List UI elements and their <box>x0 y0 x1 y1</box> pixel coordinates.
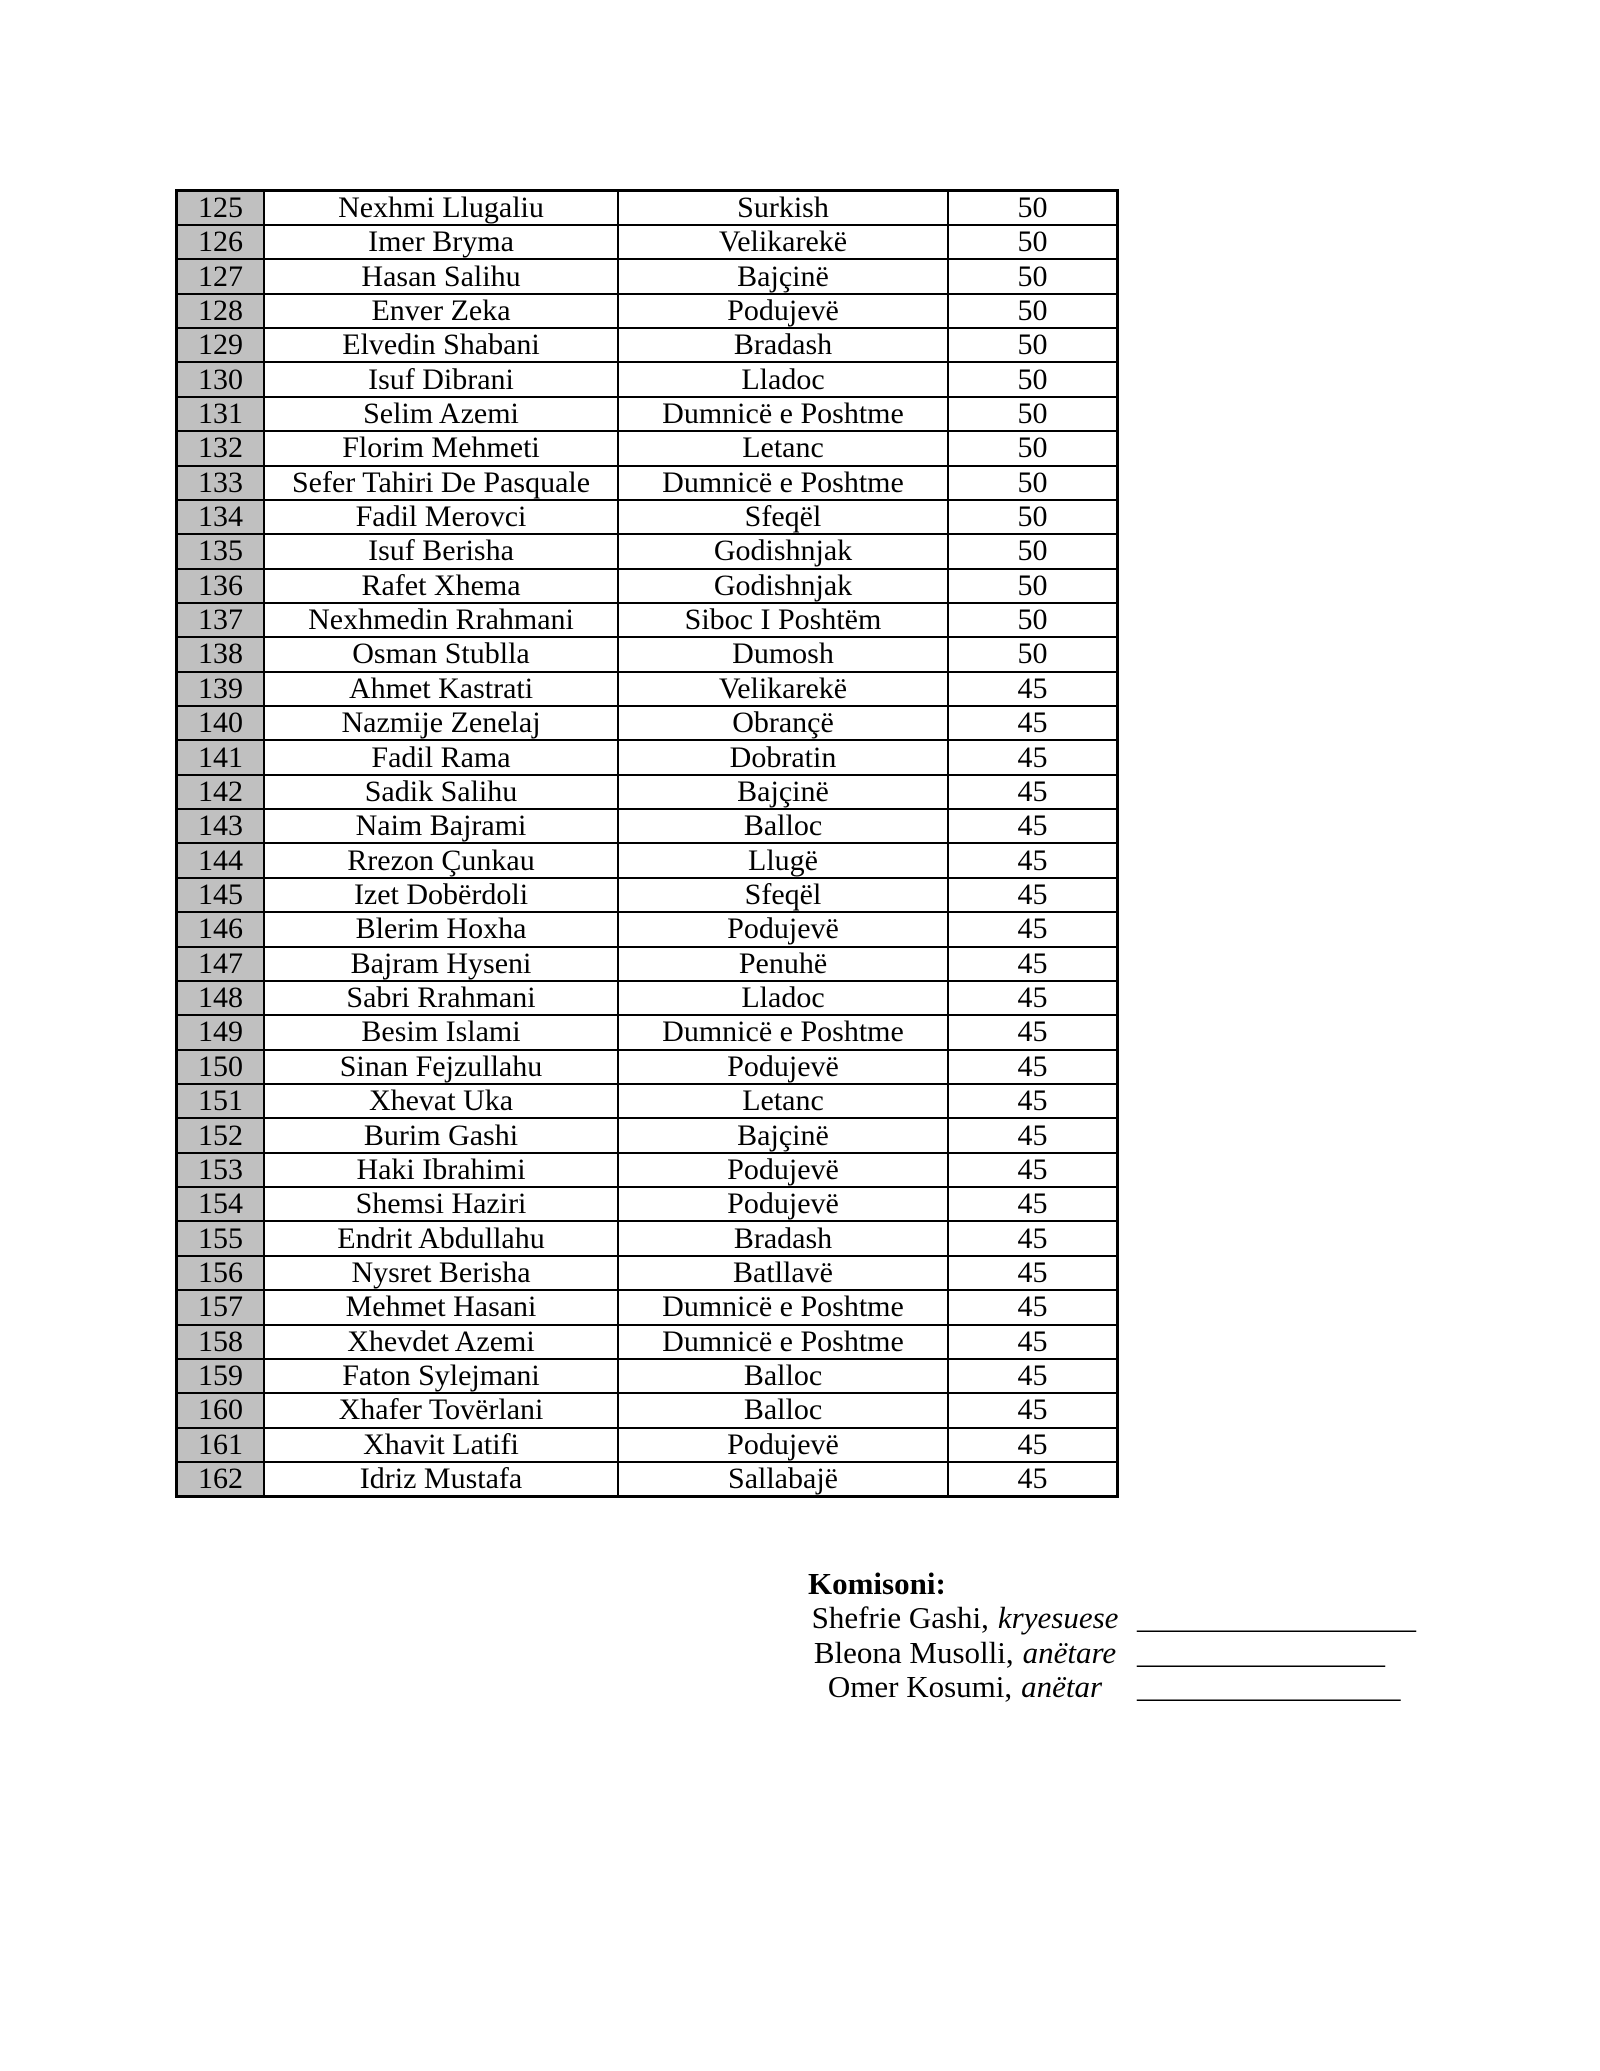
commission-title: Komisoni: <box>808 1566 946 1601</box>
points-cell: 45 <box>948 1187 1118 1221</box>
row-number-cell: 127 <box>177 259 265 293</box>
name-cell: Mehmet Hasani <box>264 1290 618 1324</box>
place-cell: Godishnjak <box>618 534 948 568</box>
place-cell: Sfeqël <box>618 500 948 534</box>
place-cell: Podujevë <box>618 1050 948 1084</box>
points-cell: 50 <box>948 294 1118 328</box>
table-row <box>177 328 1118 362</box>
name-cell: Naim Bajrami <box>264 809 618 843</box>
table-row <box>177 637 1118 671</box>
table-row <box>177 362 1118 396</box>
commission-member-row <box>800 1636 1416 1671</box>
table-row <box>177 1325 1118 1359</box>
name-cell: Burim Gashi <box>264 1118 618 1152</box>
row-number-cell: 157 <box>177 1290 265 1324</box>
points-cell: 45 <box>948 878 1118 912</box>
member-name: Bleona Musolli, <box>813 1634 1014 1670</box>
name-cell: Izet Dobërdoli <box>264 878 618 912</box>
name-cell: Xhafer Tovërlani <box>264 1393 618 1427</box>
points-cell: 45 <box>948 1256 1118 1290</box>
place-cell: Podujevë <box>618 1428 948 1462</box>
table-row <box>177 672 1118 706</box>
place-cell: Velikarekë <box>618 225 948 259</box>
name-cell: Fadil Merovci <box>264 500 618 534</box>
place-cell: Lladoc <box>618 362 948 396</box>
table-row <box>177 843 1118 877</box>
signature-line: _________________ <box>1137 1669 1401 1704</box>
place-cell: Podujevë <box>618 912 948 946</box>
table-row <box>177 191 1118 226</box>
row-number-cell: 151 <box>177 1084 265 1118</box>
member-role: anëtar <box>1021 1669 1103 1704</box>
points-cell: 50 <box>948 534 1118 568</box>
place-cell: Bajçinë <box>618 259 948 293</box>
place-cell: Llugë <box>618 843 948 877</box>
table-row <box>177 947 1118 981</box>
points-cell: 45 <box>948 1428 1118 1462</box>
place-cell: Obrançë <box>618 706 948 740</box>
row-number-cell: 154 <box>177 1187 265 1221</box>
member-role: anëtare <box>1022 1634 1117 1670</box>
points-cell: 45 <box>948 1118 1118 1152</box>
name-cell: Selim Azemi <box>264 397 618 431</box>
name-cell: Nysret Berisha <box>264 1256 618 1290</box>
place-cell: Dumosh <box>618 637 948 671</box>
table-row <box>177 1187 1118 1221</box>
name-cell: Sinan Fejzullahu <box>264 1050 618 1084</box>
commission-member-row <box>800 1670 1416 1705</box>
place-cell: Velikarekë <box>618 672 948 706</box>
place-cell: Letanc <box>618 1084 948 1118</box>
row-number-cell: 159 <box>177 1359 265 1393</box>
name-cell: Osman Stublla <box>264 637 618 671</box>
row-number-cell: 142 <box>177 775 265 809</box>
name-cell: Xhevdet Azemi <box>264 1325 618 1359</box>
place-cell: Batllavë <box>618 1256 948 1290</box>
table-row <box>177 1393 1118 1427</box>
name-cell: Florim Mehmeti <box>264 431 618 465</box>
row-number-cell: 140 <box>177 706 265 740</box>
table-row <box>177 569 1118 603</box>
table-row <box>177 397 1118 431</box>
place-cell: Bajçinë <box>618 775 948 809</box>
place-cell: Balloc <box>618 1393 948 1427</box>
name-cell: Ahmet Kastrati <box>264 672 618 706</box>
place-cell: Bradash <box>618 328 948 362</box>
points-cell: 50 <box>948 259 1118 293</box>
table-row <box>177 740 1118 774</box>
table-row <box>177 603 1118 637</box>
name-cell: Endrit Abdullahu <box>264 1221 618 1255</box>
place-cell: Letanc <box>618 431 948 465</box>
row-number-cell: 132 <box>177 431 265 465</box>
place-cell: Sfeqël <box>618 878 948 912</box>
points-cell: 45 <box>948 809 1118 843</box>
points-cell: 45 <box>948 1153 1118 1187</box>
place-cell: Siboc I Poshtëm <box>618 603 948 637</box>
points-cell: 45 <box>948 1221 1118 1255</box>
name-cell: Rafet Xhema <box>264 569 618 603</box>
member-name: Shefrie Gashi, <box>811 1600 989 1635</box>
points-cell: 50 <box>948 603 1118 637</box>
points-cell: 50 <box>948 569 1118 603</box>
row-number-cell: 162 <box>177 1462 265 1497</box>
place-cell: Dumnicë e Poshtme <box>618 1015 948 1049</box>
points-cell: 45 <box>948 740 1118 774</box>
table-row <box>177 1153 1118 1187</box>
row-number-cell: 134 <box>177 500 265 534</box>
row-number-cell: 158 <box>177 1325 265 1359</box>
table-row <box>177 1221 1118 1255</box>
name-cell: Haki Ibrahimi <box>264 1153 618 1187</box>
place-cell: Podujevë <box>618 1153 948 1187</box>
name-cell: Blerim Hoxha <box>264 912 618 946</box>
name-cell: Isuf Dibrani <box>264 362 618 396</box>
points-cell: 50 <box>948 225 1118 259</box>
table-row <box>177 1359 1118 1393</box>
signature-line: __________________ <box>1137 1600 1416 1635</box>
name-cell: Sefer Tahiri De Pasquale <box>264 466 618 500</box>
place-cell: Sallabajë <box>618 1462 948 1497</box>
member-label <box>800 1601 1130 1636</box>
member-label <box>800 1636 1130 1671</box>
name-cell: Sadik Salihu <box>264 775 618 809</box>
row-number-cell: 161 <box>177 1428 265 1462</box>
place-cell: Dumnicë e Poshtme <box>618 397 948 431</box>
signature-line: ________________ <box>1137 1634 1385 1670</box>
name-cell: Elvedin Shabani <box>264 328 618 362</box>
points-cell: 50 <box>948 191 1118 226</box>
row-number-cell: 160 <box>177 1393 265 1427</box>
row-number-cell: 146 <box>177 912 265 946</box>
name-cell: Nexhmedin Rrahmani <box>264 603 618 637</box>
name-cell: Nexhmi Llugaliu <box>264 191 618 226</box>
row-number-cell: 143 <box>177 809 265 843</box>
name-cell: Faton Sylejmani <box>264 1359 618 1393</box>
name-cell: Xhevat Uka <box>264 1084 618 1118</box>
name-cell: Rrezon Çunkau <box>264 843 618 877</box>
table-row <box>177 259 1118 293</box>
place-cell: Dumnicë e Poshtme <box>618 1290 948 1324</box>
points-cell: 45 <box>948 912 1118 946</box>
table-row <box>177 878 1118 912</box>
name-cell: Idriz Mustafa <box>264 1462 618 1497</box>
table-row <box>177 534 1118 568</box>
points-cell: 45 <box>948 1015 1118 1049</box>
name-cell: Hasan Salihu <box>264 259 618 293</box>
place-cell: Dumnicë e Poshtme <box>618 466 948 500</box>
table-row <box>177 1015 1118 1049</box>
row-number-cell: 144 <box>177 843 265 877</box>
table-row <box>177 981 1118 1015</box>
points-cell: 45 <box>948 843 1118 877</box>
row-number-cell: 137 <box>177 603 265 637</box>
row-number-cell: 156 <box>177 1256 265 1290</box>
points-cell: 50 <box>948 397 1118 431</box>
table-row <box>177 500 1118 534</box>
place-cell: Surkish <box>618 191 948 226</box>
row-number-cell: 129 <box>177 328 265 362</box>
row-number-cell: 153 <box>177 1153 265 1187</box>
place-cell: Balloc <box>618 1359 948 1393</box>
row-number-cell: 125 <box>177 191 265 226</box>
table-row <box>177 809 1118 843</box>
points-cell: 45 <box>948 981 1118 1015</box>
points-cell: 45 <box>948 1462 1118 1497</box>
place-cell: Podujevë <box>618 1187 948 1221</box>
table-row <box>177 775 1118 809</box>
table-row <box>177 466 1118 500</box>
name-cell: Nazmije Zenelaj <box>264 706 618 740</box>
name-cell: Sabri Rrahmani <box>264 981 618 1015</box>
points-cell: 50 <box>948 431 1118 465</box>
points-cell: 50 <box>948 362 1118 396</box>
row-number-cell: 149 <box>177 1015 265 1049</box>
place-cell: Podujevë <box>618 294 948 328</box>
place-cell: Bradash <box>618 1221 948 1255</box>
place-cell: Lladoc <box>618 981 948 1015</box>
table-row <box>177 431 1118 465</box>
points-cell: 45 <box>948 947 1118 981</box>
place-cell: Dobratin <box>618 740 948 774</box>
name-cell: Shemsi Haziri <box>264 1187 618 1221</box>
table-row <box>177 294 1118 328</box>
points-cell: 45 <box>948 1393 1118 1427</box>
points-cell: 50 <box>948 500 1118 534</box>
table-row <box>177 706 1118 740</box>
row-number-cell: 126 <box>177 225 265 259</box>
table-row <box>177 1290 1118 1324</box>
row-number-cell: 138 <box>177 637 265 671</box>
row-number-cell: 135 <box>177 534 265 568</box>
points-cell: 45 <box>948 775 1118 809</box>
commission-member-row <box>800 1601 1416 1636</box>
table-row <box>177 1050 1118 1084</box>
points-cell: 50 <box>948 637 1118 671</box>
table-row <box>177 225 1118 259</box>
member-label <box>800 1670 1130 1705</box>
commission-block <box>800 1566 1416 1705</box>
points-cell: 50 <box>948 466 1118 500</box>
row-number-cell: 141 <box>177 740 265 774</box>
row-number-cell: 148 <box>177 981 265 1015</box>
row-number-cell: 133 <box>177 466 265 500</box>
row-number-cell: 145 <box>177 878 265 912</box>
row-number-cell: 152 <box>177 1118 265 1152</box>
row-number-cell: 131 <box>177 397 265 431</box>
row-number-cell: 136 <box>177 569 265 603</box>
results-table <box>175 189 1119 1498</box>
table-row <box>177 1084 1118 1118</box>
row-number-cell: 147 <box>177 947 265 981</box>
row-number-cell: 139 <box>177 672 265 706</box>
table-row <box>177 1428 1118 1462</box>
place-cell: Godishnjak <box>618 569 948 603</box>
row-number-cell: 130 <box>177 362 265 396</box>
points-cell: 45 <box>948 1290 1118 1324</box>
member-name: Omer Kosumi, <box>827 1669 1013 1704</box>
points-cell: 45 <box>948 672 1118 706</box>
points-cell: 45 <box>948 1050 1118 1084</box>
member-role: kryesuese <box>997 1600 1119 1635</box>
place-cell: Dumnicë e Poshtme <box>618 1325 948 1359</box>
name-cell: Bajram Hyseni <box>264 947 618 981</box>
row-number-cell: 155 <box>177 1221 265 1255</box>
name-cell: Fadil Rama <box>264 740 618 774</box>
row-number-cell: 150 <box>177 1050 265 1084</box>
name-cell: Besim Islami <box>264 1015 618 1049</box>
points-cell: 45 <box>948 706 1118 740</box>
name-cell: Isuf Berisha <box>264 534 618 568</box>
points-cell: 45 <box>948 1084 1118 1118</box>
place-cell: Bajçinë <box>618 1118 948 1152</box>
place-cell: Balloc <box>618 809 948 843</box>
table-row <box>177 1118 1118 1152</box>
points-cell: 45 <box>948 1359 1118 1393</box>
table-row <box>177 1462 1118 1497</box>
place-cell: Penuhë <box>618 947 948 981</box>
points-cell: 50 <box>948 328 1118 362</box>
name-cell: Xhavit Latifi <box>264 1428 618 1462</box>
name-cell: Imer Bryma <box>264 225 618 259</box>
row-number-cell: 128 <box>177 294 265 328</box>
points-cell: 45 <box>948 1325 1118 1359</box>
name-cell: Enver Zeka <box>264 294 618 328</box>
table-row <box>177 912 1118 946</box>
table-row <box>177 1256 1118 1290</box>
